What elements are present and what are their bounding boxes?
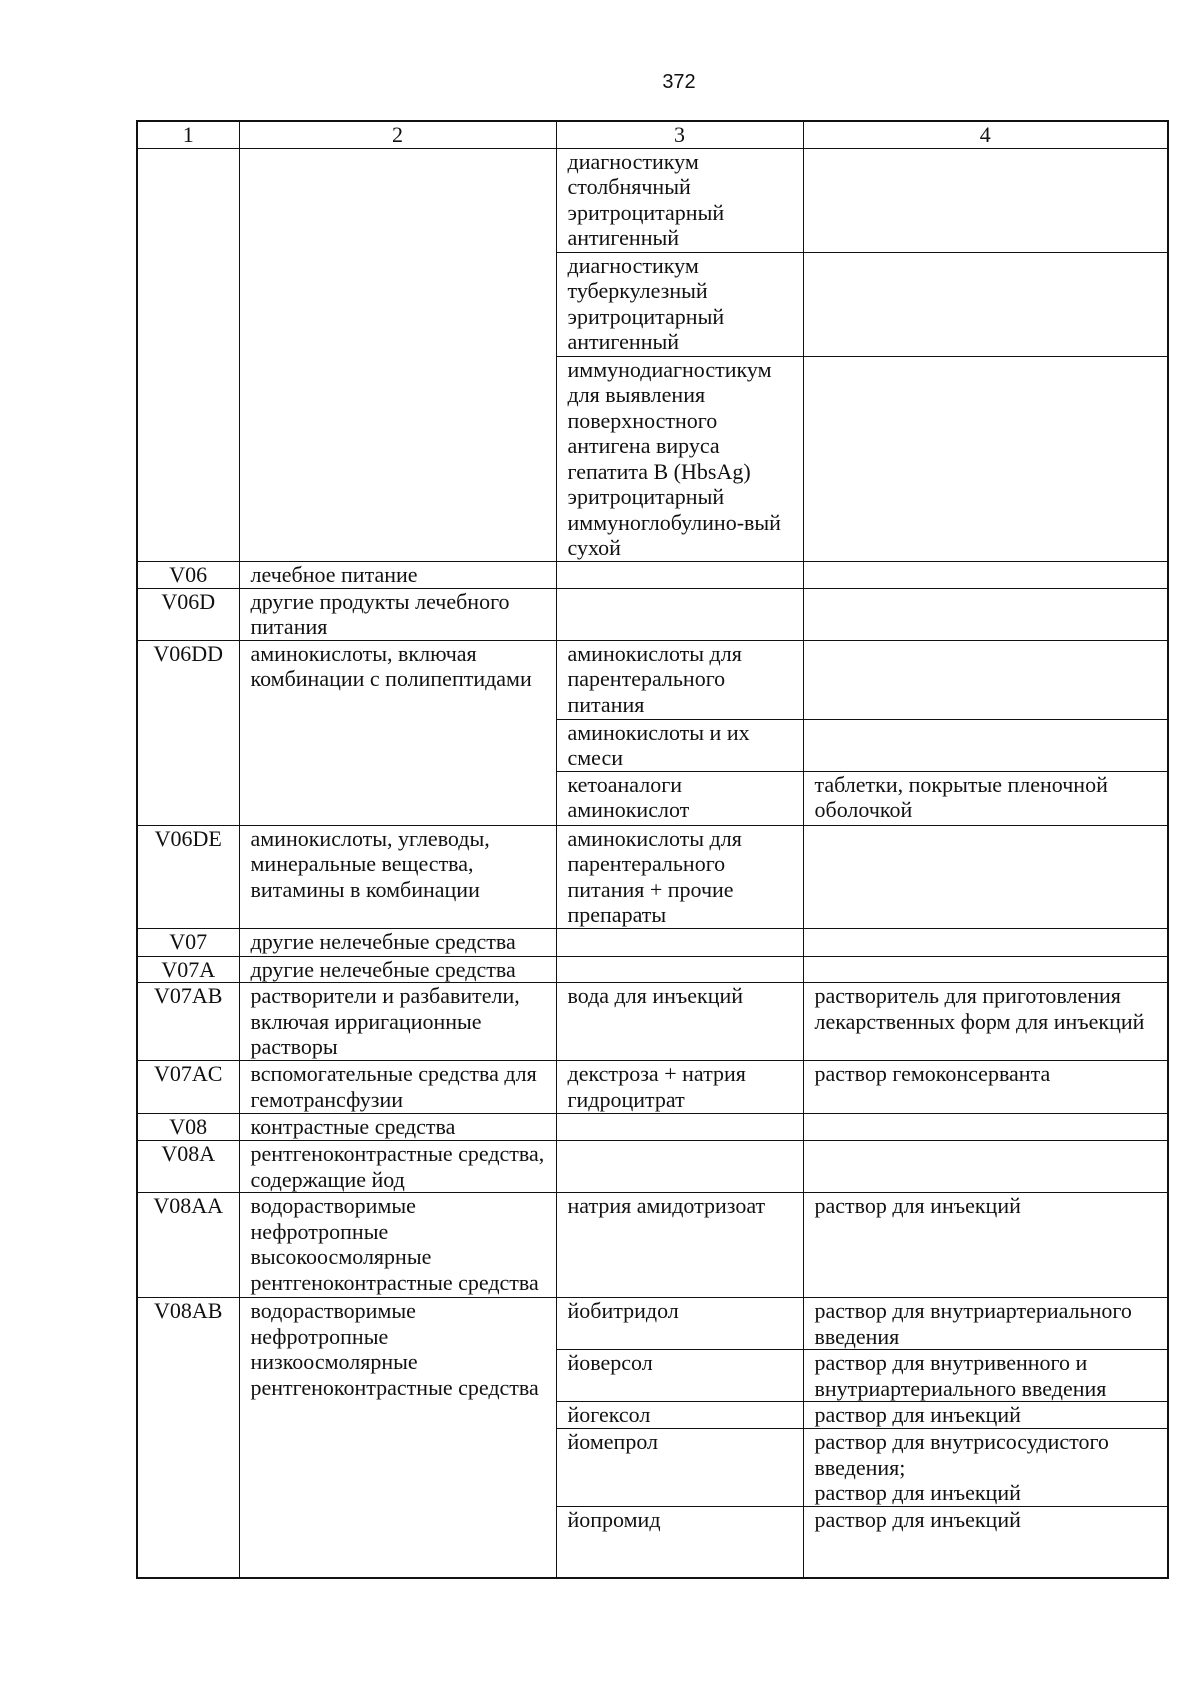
table-row — [137, 1298, 1168, 1350]
table-row — [137, 825, 1168, 928]
table-row — [137, 928, 1168, 956]
dosage-form-cell: раствор для внутрисосудистого введения; раствор для инъекций — [803, 1429, 1168, 1507]
code-cell: V08AA — [137, 1193, 239, 1298]
code-cell: V08 — [137, 1114, 239, 1141]
code-cell: V07AB — [137, 983, 239, 1061]
dosage-form-cell — [803, 825, 1168, 928]
table-row — [137, 1114, 1168, 1141]
code-cell: V07A — [137, 956, 239, 983]
page-number: 372 — [662, 71, 696, 93]
dosage-form-cell: раствор гемоконсерванта — [803, 1061, 1168, 1114]
group-name-cell — [239, 148, 556, 561]
drug-cell — [556, 1141, 803, 1193]
dosage-form-cell — [803, 148, 1168, 252]
table-row — [137, 983, 1168, 1061]
dosage-form-cell: таблетки, покрытые пленочной оболочкой — [803, 771, 1168, 825]
group-name-cell: другие нелечебные средства — [239, 928, 556, 956]
dosage-form-cell: раствор для внутриартериального введения — [803, 1298, 1168, 1350]
code-cell: V08AB — [137, 1298, 239, 1578]
code-cell: V07AC — [137, 1061, 239, 1114]
dosage-form-cell — [803, 356, 1168, 561]
drug-cell: диагностикум столбнячный эритроцитарный антигенный — [556, 148, 803, 252]
dosage-form-cell: растворитель для приготовления лекарственных форм для инъекций — [803, 983, 1168, 1061]
drug-cell: йомепрол — [556, 1429, 803, 1507]
table-row — [137, 1061, 1168, 1114]
group-name-cell: водорастворимые нефротропные высокоосмолярные рентгеноконтрастные средства — [239, 1193, 556, 1298]
dosage-form-cell — [803, 1141, 1168, 1193]
dosage-form-cell: раствор для внутривенного и внутриартериального введения — [803, 1350, 1168, 1402]
table-row — [137, 956, 1168, 983]
group-name-cell: другие продукты лечебного питания — [239, 588, 556, 640]
code-cell: V06DD — [137, 640, 239, 825]
drug-cell — [556, 956, 803, 983]
code-cell: V07 — [137, 928, 239, 956]
drug-cell — [556, 588, 803, 640]
drug-cell: иммунодиагностикум для выявления поверхностного антигена вируса гепатита В (HbsAg) эритроцитарный иммуноглобулино-вый сухой — [556, 356, 803, 561]
drug-cell: йогексол — [556, 1402, 803, 1429]
drug-cell: кетоаналоги аминокислот — [556, 771, 803, 825]
table-row — [137, 148, 1168, 252]
table-header-row — [137, 121, 1168, 148]
group-name-cell: аминокислоты, углеводы, минеральные вещества, витамины в комбинации — [239, 825, 556, 928]
drug-cell — [556, 1114, 803, 1141]
group-name-cell: контрастные средства — [239, 1114, 556, 1141]
column-header: 4 — [803, 121, 1168, 148]
table-row — [137, 588, 1168, 640]
dosage-form-cell: раствор для инъекций — [803, 1507, 1168, 1578]
table-row — [137, 1141, 1168, 1193]
dosage-form-cell — [803, 719, 1168, 771]
drug-cell: йопромид — [556, 1507, 803, 1578]
dosage-form-cell — [803, 1114, 1168, 1141]
dosage-form-cell — [803, 252, 1168, 356]
dosage-form-cell: раствор для инъекций — [803, 1402, 1168, 1429]
column-header: 1 — [137, 121, 239, 148]
group-name-cell: водорастворимые нефротропные низкоосмолярные рентгеноконтрастные средства — [239, 1298, 556, 1578]
code-cell: V06D — [137, 588, 239, 640]
dosage-form-cell — [803, 956, 1168, 983]
code-cell: V08A — [137, 1141, 239, 1193]
group-name-cell: рентгеноконтрастные средства, содержащие йод — [239, 1141, 556, 1193]
dosage-form-cell — [803, 588, 1168, 640]
table-row — [137, 1193, 1168, 1298]
drug-table — [136, 120, 1169, 1579]
group-name-cell: лечебное питание — [239, 561, 556, 588]
drug-cell: аминокислоты для парентерального питания — [556, 640, 803, 719]
table-row — [137, 561, 1168, 588]
drug-cell — [556, 561, 803, 588]
dosage-form-cell: раствор для инъекций — [803, 1193, 1168, 1298]
dosage-form-cell — [803, 928, 1168, 956]
column-header: 2 — [239, 121, 556, 148]
dosage-form-cell — [803, 561, 1168, 588]
drug-cell: аминокислоты для парентерального питания + прочие препараты — [556, 825, 803, 928]
table-row — [137, 640, 1168, 719]
drug-cell: аминокислоты и их смеси — [556, 719, 803, 771]
drug-cell — [556, 928, 803, 956]
drug-cell: диагностикум туберкулезный эритроцитарный антигенный — [556, 252, 803, 356]
drug-cell: вода для инъекций — [556, 983, 803, 1061]
code-cell: V06DE — [137, 825, 239, 928]
drug-cell: йобитридол — [556, 1298, 803, 1350]
drug-cell: йоверсол — [556, 1350, 803, 1402]
group-name-cell: аминокислоты, включая комбинации с полипептидами — [239, 640, 556, 825]
dosage-form-cell — [803, 640, 1168, 719]
group-name-cell: другие нелечебные средства — [239, 956, 556, 983]
drug-cell: натрия амидотризоат — [556, 1193, 803, 1298]
drug-cell: декстроза + натрия гидроцитрат — [556, 1061, 803, 1114]
group-name-cell: вспомогательные средства для гемотрансфузии — [239, 1061, 556, 1114]
code-cell: V06 — [137, 561, 239, 588]
column-header: 3 — [556, 121, 803, 148]
code-cell — [137, 148, 239, 561]
group-name-cell: растворители и разбавители, включая ирригационные растворы — [239, 983, 556, 1061]
